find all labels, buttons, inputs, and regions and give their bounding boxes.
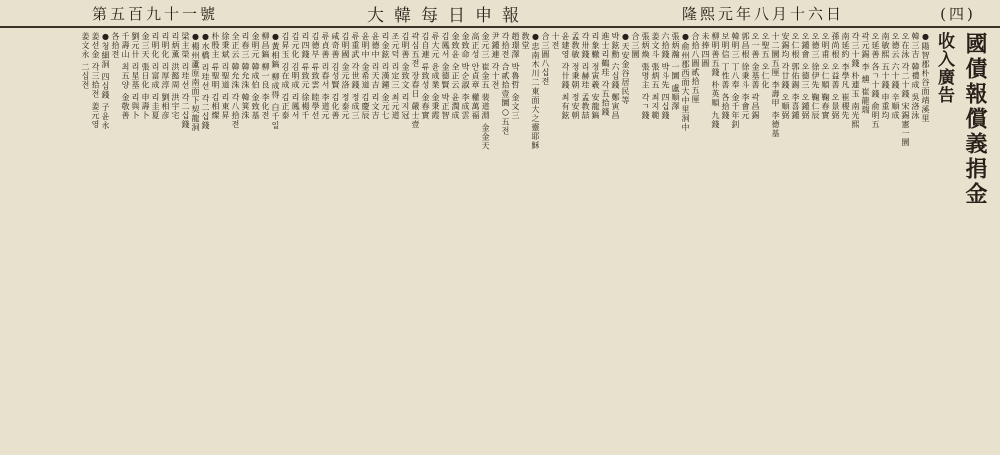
donor-list-line: 윤建영 각卄錢 최有鉉 bbox=[561, 32, 570, 121]
donor-list-line: 김自連 류致성 金春實 bbox=[421, 32, 430, 121]
donor-list-line: 張炳煥 張명主 각ㄱ錢 bbox=[641, 32, 650, 121]
donor-list-line: 각卅錢 리赫珪 孟教喆 bbox=[581, 32, 590, 121]
donor-list-line: 리四錢 류致元 徐楊千 bbox=[301, 32, 310, 121]
article-title: 國債報償義捐金 bbox=[962, 32, 988, 207]
donor-list-line: 김明善 金致文 리지冠 bbox=[401, 32, 410, 121]
donor-list-line: 오聖五 오仁化 bbox=[761, 32, 770, 90]
masthead bbox=[0, 0, 1000, 28]
donor-list-line: 金致윤 全正云 윤潤成 bbox=[451, 32, 460, 121]
donor-list-line: 高正성 안貞章 權萬福 bbox=[471, 32, 480, 121]
donor-list-line: 김鳳서 金德賢 박正智 bbox=[441, 32, 450, 121]
donor-list-line: 조元덕 리定三 최元道 bbox=[391, 32, 400, 121]
donor-list-line: 韓三吉 韓禮成 吳洛泳 bbox=[911, 32, 920, 121]
donor-list-line: ●楊州蘆原南面下契龍洞 bbox=[191, 32, 200, 132]
donor-list-line: 尹鍾連 각十전 bbox=[491, 32, 500, 90]
donor-list-line: 김昇玉 김在成 김正泰 bbox=[281, 32, 290, 121]
donor-list-line: ●청細洞 四십錢 子윤永 bbox=[101, 32, 110, 131]
donor-list-line: 金致命 박순淑 李成雲 bbox=[461, 32, 470, 121]
donor-list-line: 오德三 徐伊先 鞠仁辰 bbox=[811, 32, 820, 121]
donor-list-line: 리象轍 정寅羲 安龍鎬 bbox=[591, 32, 600, 121]
donor-list-line: 趙璟澤 박魯哲 金文三 bbox=[511, 32, 520, 121]
donor-list-line: 윤明中 金希道 김慶辰 bbox=[361, 32, 370, 121]
article-body bbox=[0, 30, 1000, 455]
page-number: (四) bbox=[940, 4, 976, 23]
donor-list-line: 合三圜 bbox=[631, 32, 640, 59]
donor-list-line: 박鉉勳 六십錢 鄭寅昌 bbox=[611, 32, 620, 121]
donor-list-line: 류貞善 리春서 李道元 bbox=[321, 32, 330, 121]
donor-list-line: 合拾八圓貳拾五厘 bbox=[691, 32, 700, 104]
donor-list-line: 리炳薰 洪懿周 洪宇宅 bbox=[171, 32, 180, 121]
donor-list-line: 김德부 류致雲 睦學선 bbox=[311, 32, 320, 121]
donor-list-line: ●忠南木川二東面大之靈耶穌 bbox=[531, 32, 540, 150]
donor-list-line: 徐秉斌 리聖道 리東昇 bbox=[221, 32, 230, 121]
donor-list-line: 韓明三 丁八奉 金千年釗 bbox=[731, 32, 740, 130]
donor-list-line: 윤德中 리天吉 리文吉 bbox=[371, 32, 380, 121]
donor-list-line: 咸奇善 김성賢 김化善 bbox=[331, 32, 340, 121]
donor-list-line: 十二圜五厘 李壽甲 李德基 bbox=[771, 32, 780, 139]
donor-list-line: 김明國 金元洛 정泰元 bbox=[341, 32, 350, 121]
donor-list-line: 김元化 김明成 리鳳서 bbox=[291, 32, 300, 121]
donor-list-line: ●俞州郡西面大中里洞中 bbox=[681, 32, 690, 132]
donor-list-line: 오一善 金基善 곽昌錫 bbox=[751, 32, 760, 121]
article-columns bbox=[80, 32, 992, 452]
donor-list-line: 오仁根 郭佑錫 李喜鍾 bbox=[791, 32, 800, 121]
donor-list-line: 南敏熙 五十錢 申重均 bbox=[881, 32, 890, 121]
donor-list-line: 오德云 六十錢 辛順成 bbox=[891, 32, 900, 121]
donor-list-line: 十전 bbox=[551, 32, 560, 50]
donor-list-line: 金明元 韓成伯 金致基 bbox=[251, 32, 260, 121]
donor-list-line: 金三天 張日化 申壽卜 bbox=[141, 32, 150, 121]
donor-list-line: 千壽山 최五양 金敬善 bbox=[121, 32, 130, 121]
donor-list-line: 孫尚根 오益善 오景弼 bbox=[831, 32, 840, 121]
donor-list-line: 오明甫 오仁順 鞠春實 bbox=[821, 32, 830, 121]
donor-list-line: ●水橋 리珪선 각二십錢 bbox=[201, 32, 210, 131]
donor-list-line: 곽심五전 장春日 嚴士壹 bbox=[411, 32, 420, 130]
donor-list-line: 리明化 리厚淳 劉相彦 bbox=[161, 32, 170, 121]
donor-list-line: 張炳瀚 一圜 盧順澤 bbox=[671, 32, 680, 112]
donor-list-line: 朴殷主 류聖明 김相燦 bbox=[211, 32, 220, 121]
donor-list-line: 오鍾會 오德三 오鍾弼 bbox=[801, 32, 810, 121]
donor-list-line: 보明信 丁性善 各拾錢 bbox=[721, 32, 730, 121]
donor-list-line: 合三圓八십전 bbox=[541, 32, 550, 86]
donor-list-line: 각拾전 合貳拾壹圜○五전 bbox=[501, 32, 510, 136]
donor-list-line: ●天安金谷居民等 bbox=[621, 32, 630, 105]
article-subtitle: 收入廣告 bbox=[934, 32, 954, 104]
donor-list-line: 六拾錢 박斗先 四십錢 bbox=[661, 32, 670, 121]
donor-list-line: 孟敎敏 정秉朝 정安朝 bbox=[571, 32, 580, 121]
donor-list-line: 姜선金 각三拾전 姜元영 bbox=[91, 32, 100, 130]
donor-list-line: ●陽智郡朴谷面靖溪里 bbox=[921, 32, 930, 123]
donor-list-line: 柳明善五錢 朴英順 九錢 bbox=[711, 32, 720, 130]
donor-list-line: 姜文斗 張炳五 최지範 bbox=[651, 32, 660, 121]
donor-list-line: 리金鉉 리漢鐘 金元七 bbox=[381, 32, 390, 121]
donor-list-line: 金元三 崔金五 裴道淵 金金天 bbox=[481, 32, 490, 151]
donor-list-line: 柳昌鎬 柳一良 李化전 bbox=[261, 32, 270, 121]
donor-list-line: 곽元錫 李 燻 崔龍瑞 bbox=[861, 32, 870, 115]
donor-list-line: 姜文永 二십전 bbox=[81, 32, 90, 90]
donor-list-line: 全正云 韓允洙 각八拾전 bbox=[231, 32, 240, 130]
issue-number: 第五百九十一號 bbox=[91, 4, 218, 23]
donor-list-line: 류大元 윤成業 金秉霞 bbox=[431, 32, 440, 121]
newspaper-name: 大韓每日申報 bbox=[367, 5, 529, 26]
donor-list-line: 南延約 李學凡 崔稷先 bbox=[841, 32, 850, 121]
donor-list-line: 오延善 各ㄱ十錢 俞明五 bbox=[871, 32, 880, 130]
issue-date: 隆熙元年八月十六日 bbox=[681, 4, 844, 23]
donor-list-line: 각三十錢 朴連玉 南光熙 bbox=[851, 32, 860, 130]
donor-list-line: 劉元卄 리星基 리與卜 bbox=[131, 32, 140, 121]
donor-list-line: 安錫均 각廿錢 오順弼 bbox=[781, 32, 790, 121]
donor-list-line: 류重武 각世錢 정成三 bbox=[351, 32, 360, 121]
donor-list-line: 進士리鶴珪 각五拾錢 bbox=[601, 32, 610, 117]
donor-list-line: 오在泳 각二十錢 宋錫憲一圜 bbox=[901, 32, 910, 148]
donor-list-line: 梁主榮 리珪선 각二십錢 bbox=[181, 32, 190, 130]
donor-list-line: 各拾전 bbox=[111, 32, 120, 59]
donor-list-line: ●黃相鎬 柳成得 白千일 bbox=[271, 32, 280, 131]
donor-list-line: 리明化 리富成 리圭夏 bbox=[151, 32, 160, 121]
donor-list-line: 郭昌根 徐秉斗 李會元 bbox=[741, 32, 750, 121]
donor-list-line: 未捧四圓 bbox=[701, 32, 710, 68]
donor-list-line: 리春三 韓允洙 韓箕洙 bbox=[241, 32, 250, 121]
donor-list-line: 敎堂 bbox=[521, 32, 530, 50]
